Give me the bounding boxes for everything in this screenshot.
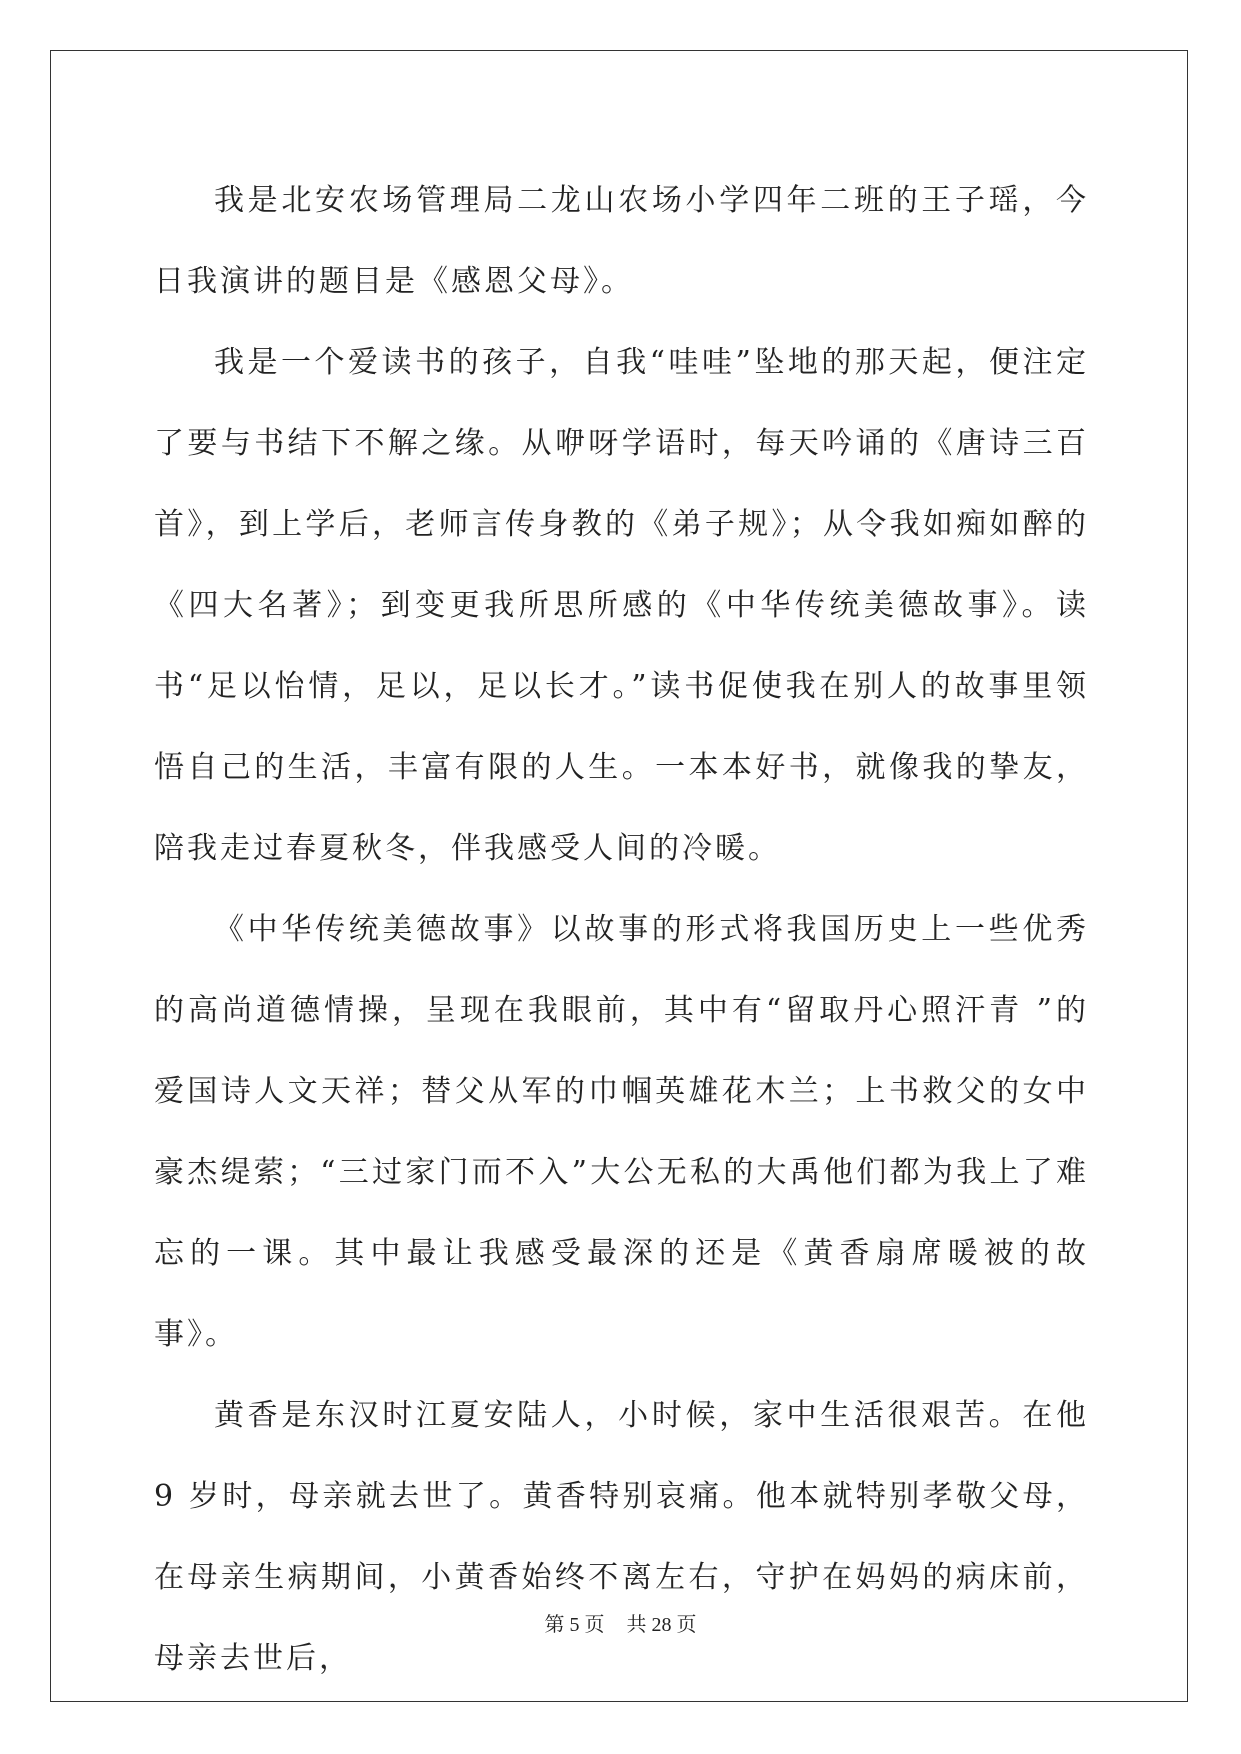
- page-number: 第 5 页: [544, 1614, 605, 1636]
- paragraph: 《中华传统美德故事》以故事的形式将我国历史上一些优秀的高尚道德情操，呈现在我眼前，其中有“留取丹心照汗青 ”的爱国诗人文天祥；替父从军的巾帼英雄花木兰；上书救父的女中豪杰缇萦；“三过家门而不入”大公无私的大禹他们都为我上了难忘的一课。其中最让我感受最深的还是《黄香扇席暖被的故事》。: [154, 912, 1089, 1352]
- page-footer: [0, 1608, 1241, 1637]
- paragraph: 我是北安农场管理局二龙山农场小学四年二班的王子瑶，今日我演讲的题目是《感恩父母》。: [154, 183, 1089, 299]
- paragraph: 我是一个爱读书的孩子，自我“哇哇”坠地的那天起，便注定了要与书结下不解之缘。从咿呀学语时，每天吟诵的《唐诗三百首》，到上学后，老师言传身教的《弟子规》；从令我如痴如醉的《四大名著》；到变更我所思所感的《中华传统美德故事》。读书“足以怡情，足以，足以长才。”读书促使我在别人的故事里领悟自己的生活，丰富有限的人生。一本本好书，就像我的挚友，陪我走过春夏秋冬，伴我感受人间的冷暖。: [154, 345, 1089, 866]
- document-body: [154, 160, 1089, 1699]
- page-total: 共 28 页: [626, 1614, 697, 1636]
- paragraph: 黄香是东汉时江夏安陆人，小时候，家中生活很艰苦。在他 9 岁时，母亲就去世了。黄香特别哀痛。他本就特别孝敬父母，在母亲生病期间，小黄香始终不离左右，守护在妈妈的病床前，母亲去世后，: [154, 1398, 1089, 1676]
